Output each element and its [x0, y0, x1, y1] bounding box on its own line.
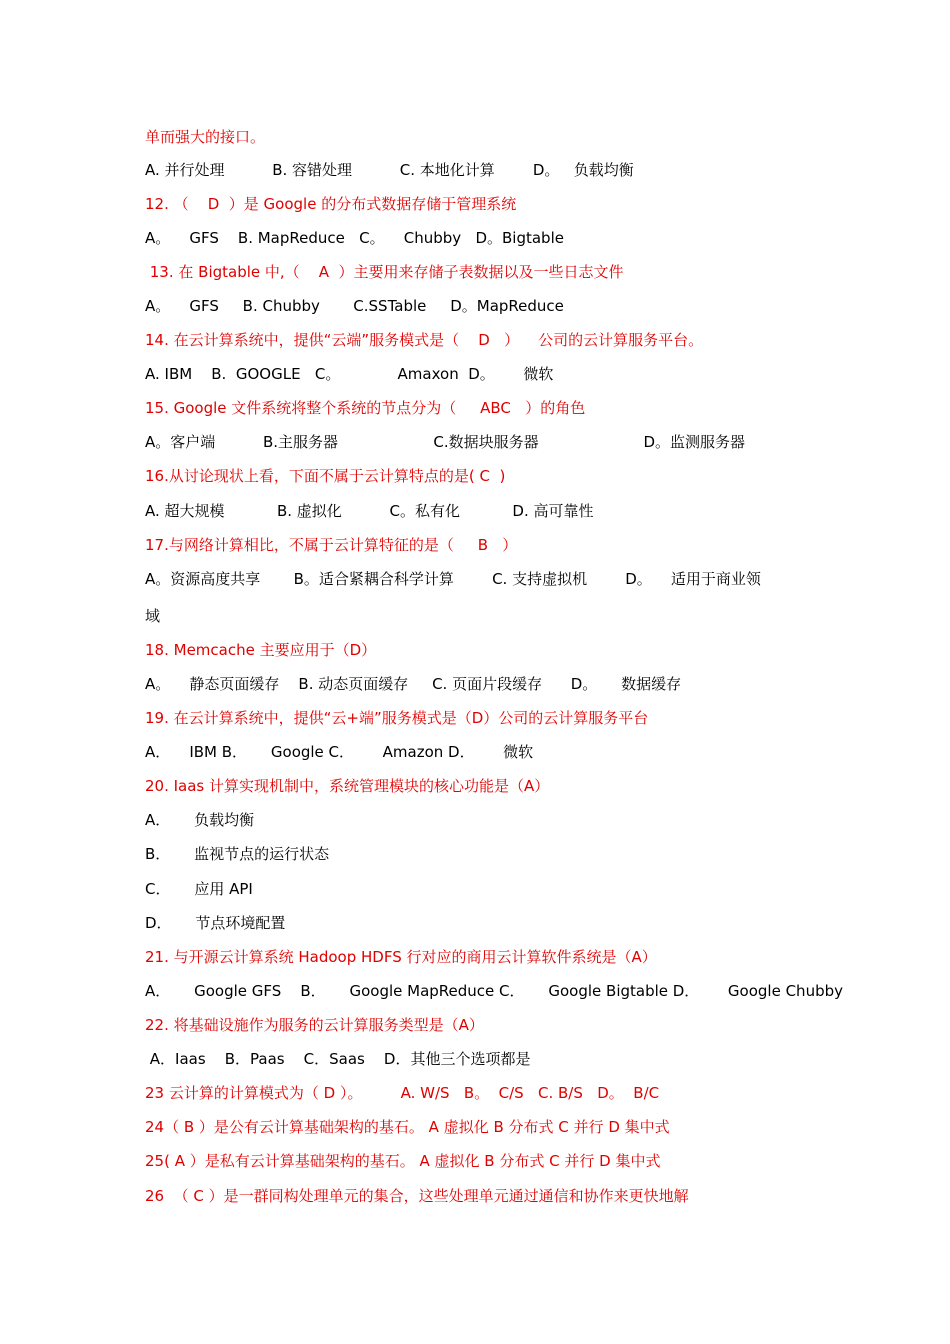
question-line: 18. Memcache 主要应用于（D） — [145, 641, 377, 659]
option-line: A。 静态页面缓存 B. 动态页面缓存 C. 页面片段缓存 D。 数据缓存 — [145, 675, 682, 693]
option-line: A. IBM B. GOOGLE C。 Amaxon D。 微软 — [145, 365, 554, 383]
option-line: A. 超大规模 B. 虚拟化 C。私有化 D. 高可靠性 — [145, 502, 594, 520]
question-line: 12. （ D ）是 Google 的分布式数据存储于管理系统 — [145, 195, 517, 213]
question-line: 15. Google 文件系统将整个系统的节点分为（ ABC ）的角色 — [145, 399, 586, 417]
question-line: 20. Iaas 计算实现机制中，系统管理模块的核心功能是（A） — [145, 777, 550, 795]
option-line: A. 并行处理 B. 容错处理 C. 本地化计算 D。 负载均衡 — [145, 161, 634, 179]
question-line: 24（ B ）是公有云计算基础架构的基石。 A 虚拟化 B 分布式 C 并行 D 集中式 — [145, 1118, 670, 1136]
option-line: A． IBM B． Google C． Amazon D． 微软 — [145, 743, 534, 761]
question-line: 19. 在云计算系统中，提供“云+端”服务模式是（D）公司的云计算服务平台 — [145, 709, 649, 727]
option-line-continuation: 域 — [145, 607, 161, 625]
text-line: 单而强大的接口。 — [145, 128, 266, 146]
option-line: B． 监视节点的运行状态 — [145, 845, 330, 863]
option-line: D． 节点环境配置 — [145, 914, 286, 932]
option-line: A。资源高度共享 B。适合紧耦合科学计算 C. 支持虚拟机 D。 适用于商业领 — [145, 570, 761, 588]
question-line: 16.从讨论现状上看，下面不属于云计算特点的是( C ) — [145, 467, 506, 485]
option-line: C． 应用 API — [145, 880, 253, 898]
option-line: A． Google GFS B． Google MapReduce C． Google Bigtable D． Google Chubby — [145, 982, 843, 1000]
question-line: 22. 将基础设施作为服务的云计算服务类型是（A） — [145, 1016, 484, 1034]
question-line: 17.与网络计算相比，不属于云计算特征的是（ B ） — [145, 536, 518, 554]
option-line: A．Iaas B．Paas C．Saas D．其他三个选项都是 — [145, 1050, 531, 1068]
question-line: 25( A ）是私有云计算基础架构的基石。 A 虚拟化 B 分布式 C 并行 D 集中式 — [145, 1152, 661, 1170]
option-line: A。客户端 B.主服务器 C.数据块服务器 D。监测服务器 — [145, 433, 746, 451]
question-line: 13. 在 Bigtable 中,（ A ）主要用来存储子表数据以及一些日志文件 — [145, 263, 624, 281]
option-line: A。 GFS B. Chubby C.SSTable D。MapReduce — [145, 297, 564, 315]
question-line: 23 云计算的计算模式为（ D ）。 A. W/S B。 C/S C. B/S D。 B/C — [145, 1084, 660, 1102]
option-line: A。 GFS B. MapReduce C。 Chubby D。Bigtable — [145, 229, 564, 247]
question-line: 14. 在云计算系统中，提供“云端”服务模式是（ D ） 公司的云计算服务平台。 — [145, 331, 704, 349]
question-line: 21. 与开源云计算系统 Hadoop HDFS 行对应的商用云计算软件系统是（A） — [145, 948, 657, 966]
option-line: A． 负载均衡 — [145, 811, 255, 829]
question-line: 26 （ C ）是一群同构处理单元的集合，这些处理单元通过通信和协作来更快地解 — [145, 1187, 689, 1205]
